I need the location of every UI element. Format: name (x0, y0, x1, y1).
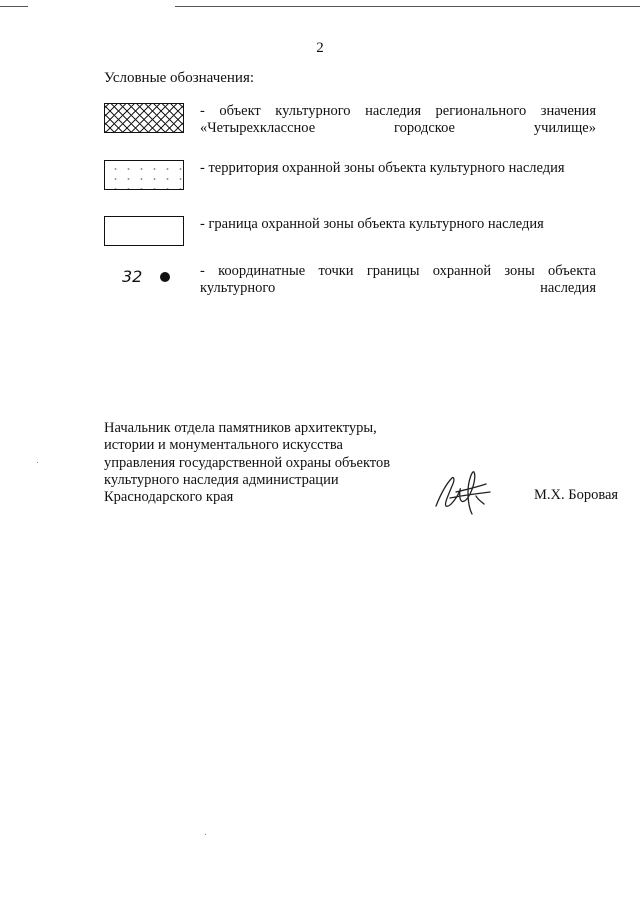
handwritten-signature (430, 466, 496, 518)
coordinate-point-marker (122, 267, 182, 291)
legend-text-line2: культурного наследия (200, 280, 596, 296)
dotted-swatch-icon (104, 160, 184, 190)
scan-speck (37, 462, 38, 463)
legend-item-coordinate-points (104, 263, 596, 303)
legend-text-line2: «Четырехклассное городское училище» (200, 120, 596, 136)
legend-text-line1: - координатные точки границы охранной зоны объекта (200, 263, 596, 279)
page-number: 2 (316, 40, 324, 56)
scan-speck (205, 834, 206, 835)
legend-item-protection-zone-boundary (104, 216, 596, 256)
signatory-line: Начальник отдела памятников архитектуры, (104, 420, 377, 436)
top-rule-right (175, 6, 640, 7)
cross-hatch-swatch-icon (104, 103, 184, 133)
legend-text: - граница охранной зоны объекта культурного наследия (200, 216, 544, 232)
legend-item-protection-zone-territory (104, 160, 596, 200)
legend-text: - территория охранной зоны объекта культурного наследия (200, 160, 565, 176)
legend-title: Условные обозначения: (104, 70, 255, 86)
point-number-label: 32 (122, 267, 143, 286)
signer-name: М.Х. Боровая (534, 487, 619, 503)
signatory-line: истории и монументального искусства (104, 437, 343, 454)
legend-text (200, 103, 596, 137)
legend-text (200, 263, 596, 297)
outline-swatch-icon (104, 216, 184, 246)
signatory-line: Краснодарского края (104, 489, 234, 506)
legend-item-heritage-object (104, 103, 596, 143)
signatory-title (104, 420, 390, 506)
top-rule-left (0, 6, 28, 7)
legend-text-line1: - объект культурного наследия регионального значения (200, 103, 596, 119)
point-dot-icon (160, 272, 170, 282)
signatory-line: культурного наследия администрации (104, 471, 339, 488)
signatory-line: управления государственной охраны объектов (104, 454, 391, 471)
